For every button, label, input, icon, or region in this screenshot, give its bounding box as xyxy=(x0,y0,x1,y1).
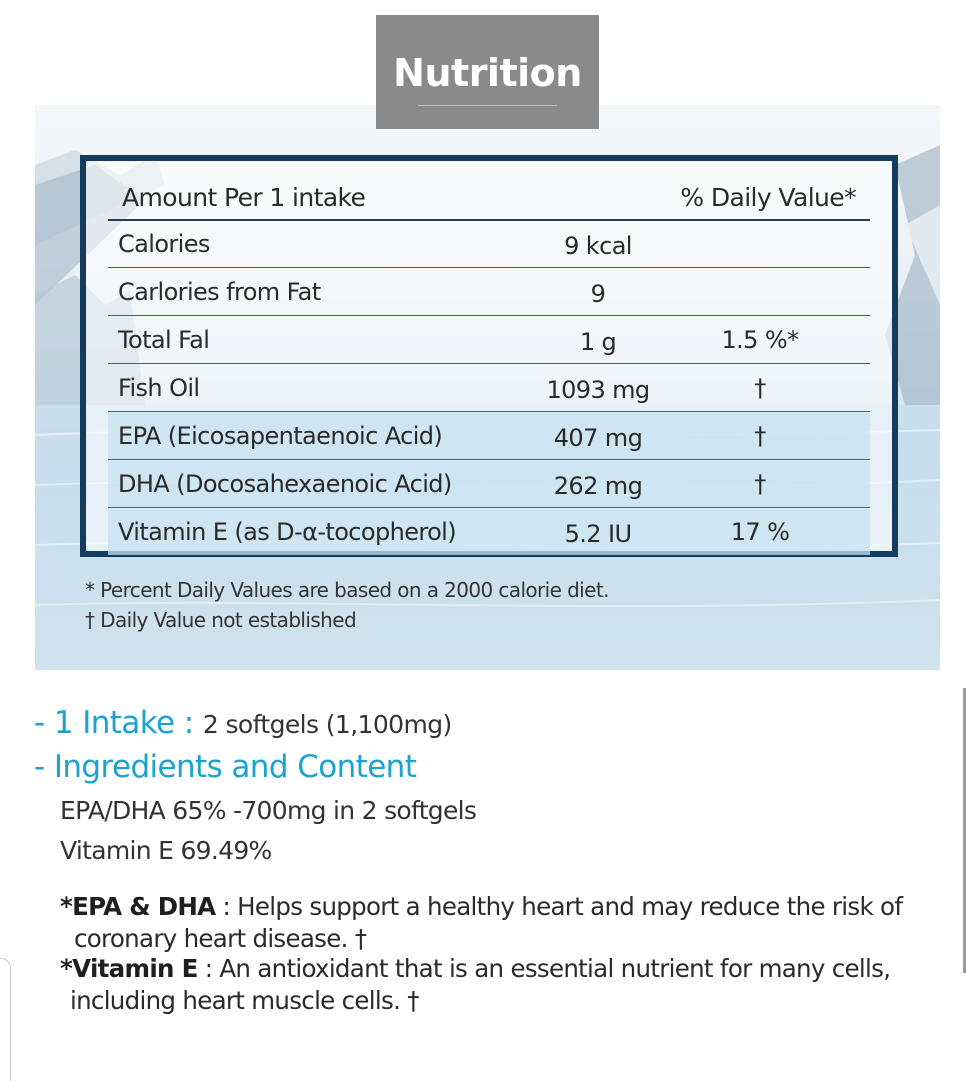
nutrient-amount: 262 mg xyxy=(553,472,643,500)
vitamin-e-description xyxy=(60,954,890,983)
nutrient-dv: † xyxy=(754,422,766,450)
vitamin-e-label: *Vitamin E xyxy=(60,954,198,983)
table-row xyxy=(108,461,870,508)
table-footnotes xyxy=(85,578,609,638)
table-row xyxy=(108,413,870,460)
intake-label: - 1 Intake : xyxy=(34,705,203,741)
epa-dha-label: *EPA & DHA xyxy=(60,892,216,921)
nutrient-amount: 407 mg xyxy=(553,424,643,452)
epa-dha-description-cont: coronary heart disease. † xyxy=(74,924,367,953)
nutrition-table xyxy=(80,155,898,557)
nutrient-dv: † xyxy=(754,470,766,498)
nutrient-name: DHA (Docosahexaenoic Acid) xyxy=(118,470,452,498)
ingredient-line: EPA/DHA 65% -700mg in 2 softgels xyxy=(60,796,477,825)
table-row xyxy=(108,221,870,268)
title-underline xyxy=(418,105,557,106)
header-daily-value: % Daily Value* xyxy=(680,183,856,212)
intake-value: 2 softgels (1,100mg) xyxy=(202,710,452,739)
nutrient-amount: 1 g xyxy=(579,328,617,356)
nutrient-amount: 5.2 IU xyxy=(564,520,632,548)
table-row xyxy=(108,269,870,316)
table-row xyxy=(108,509,870,555)
ingredient-line: Vitamin E 69.49% xyxy=(60,836,272,865)
header-amount: Amount Per 1 intake xyxy=(122,183,366,212)
nutrient-dv: 17 % xyxy=(730,518,790,546)
table-row xyxy=(108,365,870,412)
nutrient-name: Calories xyxy=(118,230,210,258)
nutrient-name: Vitamin E (as D-α-tocopherol) xyxy=(118,518,457,546)
percent-dv-note: * Percent Daily Values are based on a 2000 calorie diet. xyxy=(85,578,609,602)
epa-dha-description xyxy=(60,892,902,921)
nutrient-amount: 9 xyxy=(590,280,606,308)
ingredients-heading: - Ingredients and Content xyxy=(34,749,417,785)
nutrient-amount: 1093 mg xyxy=(546,376,650,404)
nutrient-dv: 1.5 %* xyxy=(721,326,799,354)
page-corner-edge xyxy=(0,958,11,1081)
nutrient-amount: 9 kcal xyxy=(564,232,632,260)
page-title: Nutrition xyxy=(393,51,582,95)
vitamin-e-text: : An antioxidant that is an essential nutrient for many cells, xyxy=(197,954,891,983)
nutrient-dv: † xyxy=(754,374,766,402)
dagger-note: † Daily Value not established xyxy=(85,608,357,632)
title-box xyxy=(376,15,599,129)
table-header xyxy=(108,175,870,221)
table-row xyxy=(108,317,870,364)
nutrient-name: Fish Oil xyxy=(118,374,200,402)
nutrient-name: Total Fal xyxy=(118,326,210,354)
nutrient-name: EPA (Eicosapentaenoic Acid) xyxy=(118,422,443,450)
nutrient-name: Carlories from Fat xyxy=(118,278,321,306)
epa-dha-text: : Helps support a healthy heart and may reduce the risk of xyxy=(215,892,903,921)
vitamin-e-description-cont: including heart muscle cells. † xyxy=(70,986,419,1015)
intake-line xyxy=(34,705,452,741)
